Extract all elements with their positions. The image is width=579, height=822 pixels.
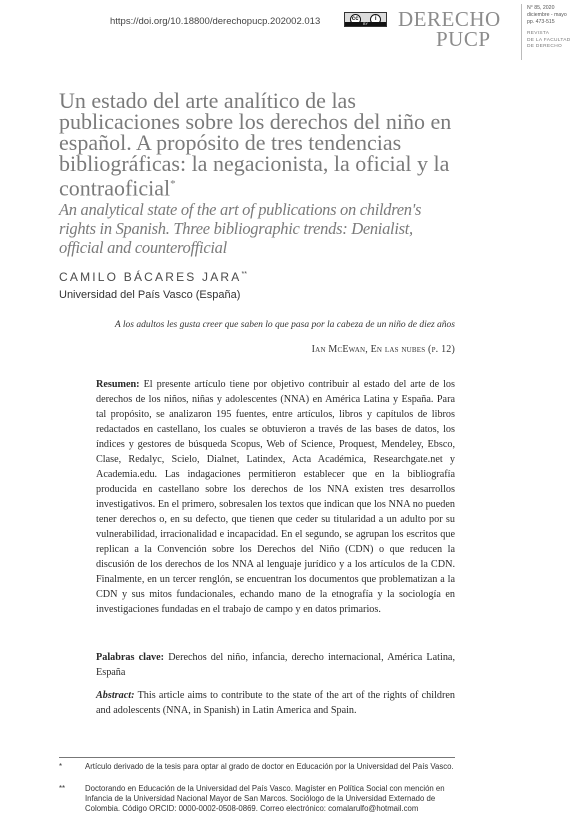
resumen-text: El presente artículo tiene por objetivo contribuir al estado del arte de los derechos de los niños, niñas y adolescentes (NNA) en América Latina y España. Para tal propósito, se analizaron 195 fuentes, entre artículos, libros y capítulos de libros redactados en castellano, los cuales se obtuvieron a través de las bases de datos, los índices y gestores de búsqueda Scopus, Web of Science, Proquest, Mendeley, Ebsco, Clase, Redalyc, Scielo, Dialnet, Latindex, Acta Académica, Researchgate.net y Academia.edu. Las indagaciones permitieron establecer que en la bibliografía producida en castellano sobre los derechos de los NNA existen tres desarrollos investigativos. En el primero, sobresalen los textos que indican que los NNA no pueden tener derechos o, en su defecto, que tienen que ceder su titularidad a un adulto por su vulnerabilidad, irracionalidad e incapacidad. En el segundo, se agrupan los escritos que replican a la Convención sobre los Derechos del Niño (CDN) o que reducen la discusión de los derechos de los NNA al lenguaje jurídico y a los artículos de la CDN. Finalmente, en un tercer renglón, se encuentran los documentos que problematizan a la CDN y sus mitos fundacionales, echando mano de la etnografía y la sociología en investigaciones fundadas en el trabajo de campo y en datos primarios. (96, 379, 455, 615)
footnote (59, 784, 455, 814)
journal-desc-line: REVISTA (527, 31, 550, 36)
abstract-paragraph (96, 688, 455, 718)
resumen-paragraph (96, 377, 455, 617)
issue-number: N° 85, 2020 (527, 5, 555, 11)
logo-line-derecho: DERECHO (398, 7, 501, 31)
author-affiliation: Universidad del País Vasco (España) (59, 289, 241, 301)
footnote-text: Artículo derivado de la tesis para optar al grado de doctor en Educación por la Universidad del País Vasco. (85, 762, 454, 771)
attribution-icon: i (370, 14, 381, 25)
issue-info (527, 5, 567, 26)
logo-line-pucp: PUCP (436, 27, 491, 51)
article-title-english: An analytical state of the art of publications on children's rights in Spanish. Three bibliographic trends: Denialist, official and counterofficial (59, 200, 422, 257)
journal-desc-line: DE LA FACULTAD (527, 37, 571, 43)
footnote-divider (59, 757, 455, 758)
footnote (59, 762, 455, 772)
title-footnote-marker[interactable]: * (170, 178, 176, 190)
footnote-text: Doctorando en Educación de la Universidad del País Vasco. Magíster en Política Social con mención en Infancia de la Universidad Nacional Mayor de San Marcos. Sociólogo de la Universidad Externado de Colombia. Código ORCID: 0000-0002-0508-0869. Correo electrónico: comalarulfo@hotmail.com (85, 784, 445, 813)
keywords-paragraph (96, 650, 455, 680)
license-type-label: BY (345, 22, 386, 26)
author-footnote-marker[interactable]: ** (241, 271, 247, 278)
journal-desc-line: DE DERECHO (527, 44, 562, 49)
cc-license-badge[interactable] (344, 12, 387, 27)
author-name: CAMILO BÁCARES JARA** (59, 270, 247, 284)
resumen-label: Resumen: (96, 379, 140, 390)
cc-icon: cc (350, 14, 361, 25)
journal-description (527, 31, 570, 51)
abstract-label: Abstract: (96, 690, 135, 701)
epigraph-quote: A los adultos les gusta creer que saben lo que pasa por la cabeza de un niño de diez años (114, 320, 455, 330)
issue-period: diciembre - mayo (527, 12, 567, 18)
keywords-text: Derechos del niño, infancia, derecho internacional, América Latina, España (96, 652, 455, 678)
issue-pages: pp. 473-515 (527, 19, 555, 25)
footnote-marker: ** (59, 784, 66, 793)
doi-link[interactable]: https://doi.org/10.18800/derechopucp.202002.013 (110, 16, 321, 27)
header-divider (521, 4, 522, 60)
epigraph-source: Ian McEwan, En las nubes (p. 12) (311, 344, 455, 355)
abstract-text: This article aims to contribute to the state of the art of the rights of children and adolescents (NNA, in Spanish) in Latin America and Spain. (96, 690, 455, 716)
footnote-marker: * (59, 762, 63, 771)
keywords-label: Palabras clave: (96, 652, 165, 663)
article-title-spanish: Un estado del arte analítico de las publicaciones sobre los derechos del niño en español. A propósito de tres tendencias bibliográficas: la negacionista, la oficial y la contraoficial* (59, 88, 452, 201)
journal-logo (398, 9, 501, 49)
